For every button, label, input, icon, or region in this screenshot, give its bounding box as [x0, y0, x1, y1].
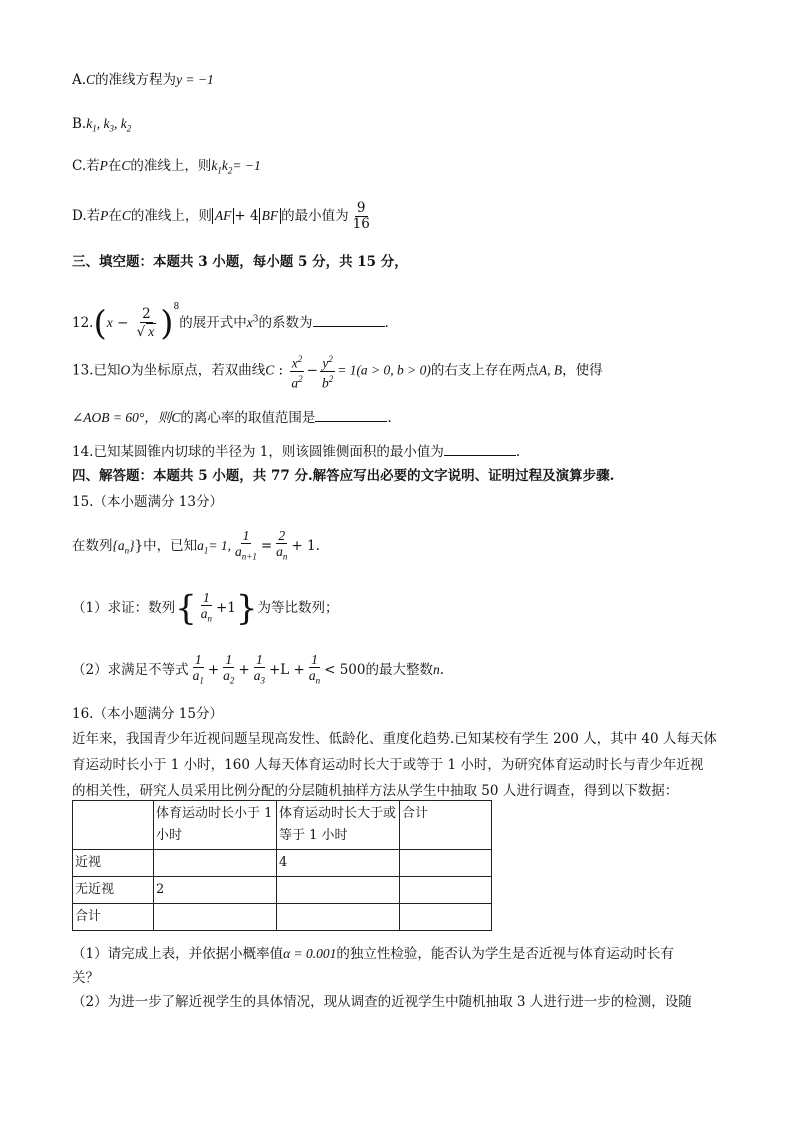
option-d-prefix: D.若	[72, 208, 101, 224]
table-cell[interactable]	[154, 904, 277, 931]
origin-o: O	[120, 362, 131, 378]
option-c-prefix: C.若	[72, 158, 100, 174]
answer-blank[interactable]	[444, 443, 516, 456]
table-cell[interactable]	[277, 877, 400, 904]
option-a	[72, 70, 214, 90]
table-header-row	[73, 801, 492, 850]
fraction-2-an: $\frac{2}{a_n}$	[276, 528, 288, 562]
section-4-heading: 四、解答题：本题共 5 小题，共 77 分.解答应写出必要的文字说明、证明过程及演算步骤.	[72, 468, 615, 484]
option-c-equation: = −1	[232, 158, 261, 173]
option-c-in: 在	[107, 158, 122, 174]
curve-c: C	[121, 158, 131, 173]
point-p: P	[99, 158, 108, 173]
option-c: C.若P在C的准线上，则$k_1k_2= -1$	[72, 158, 261, 176]
option-d: D.若P在C的准线上，则 AF + 4 BF 的最小值为 $\frac{9}{16}$	[72, 200, 370, 232]
left-paren: (	[93, 303, 107, 344]
table-cell[interactable]	[400, 850, 492, 877]
answer-blank[interactable]	[313, 314, 385, 327]
abs-af: AF	[212, 208, 235, 224]
table-row	[73, 877, 492, 904]
option-a-equation: y = −1	[176, 72, 214, 87]
minus-sign: −	[117, 315, 129, 331]
plus-four: + 4	[234, 208, 259, 224]
abs-bf: BF	[259, 208, 282, 224]
table-header-cell: 体育运动时长小于 1 小时	[154, 801, 277, 850]
option-a-text: 的准线方程为	[95, 72, 177, 88]
option-d-text: 的准线上，则	[130, 208, 212, 224]
fraction-9-16: $\frac{9}{16}$	[352, 200, 370, 232]
hyperbola-c: C	[265, 362, 275, 378]
option-b-prefix: B.	[72, 116, 87, 132]
q15-intro: 在数列$\{a_n\}$}中，已知$a_1= 1$, $\frac{1}{a_{n+1}}$ = $\frac{2}{a_n}$ + 1.	[72, 528, 320, 569]
fraction-x2-a2: $\frac{x^2}{a^2}$	[291, 354, 303, 390]
table-header-cell: 体育运动时长大于或等于 1 小时	[277, 801, 400, 850]
sequence-an: $\{a_n\}$	[112, 538, 135, 556]
option-b-slopes: $k_1$, $k_3$, $k_2$	[86, 116, 132, 134]
q16-paragraph: 近年来，我国青少年近视问题呈现高发性、低龄化、重度化趋势.已知某校有学生 200 人，其中 40 人每天体 育运动时长小于 1 小时，160 人每天体育运动时长大于或等于 1 小时，为研究体育运动时长与青少年近视 的相关性，研究人员采用比例分配的分层随机抽样方法从学生中抽取 50 人进行调查，得到以下数据：	[72, 731, 717, 799]
table-header-cell	[73, 801, 154, 850]
q15-part2: （2）求满足不等式 $\frac{1}{a_1}$ + $\frac{1}{a_2}$ + $\frac{1}{a_3}$ +L + $\frac{1}{a_n}$ < 500的最大整数n.	[72, 652, 445, 686]
question-13-line2: ∠AOB = 60°，则C的离心率的取值范围是 .	[72, 410, 392, 426]
q12-number: 12.	[72, 315, 94, 331]
table-cell: 近视	[73, 850, 154, 877]
option-c-text: 的准线上，则	[130, 158, 212, 174]
table-cell[interactable]	[400, 877, 492, 904]
option-b	[72, 114, 131, 139]
fraction-y2-b2: $\frac{y^2}{b^2}$	[321, 354, 334, 390]
q16-part2: （2）为进一步了解近视学生的具体情况，现从调查的近视学生中随机抽取 3 人进行进一步的检测，设随	[72, 994, 692, 1010]
q16-header: 16.（本小题满分 15分）	[72, 706, 223, 722]
fraction-1-an1: $\frac{1}{a_{n+1}}$	[235, 528, 257, 562]
section-3-heading: 三、填空题：本题共 3 小题，每小题 5 分，共 15 分，	[72, 254, 408, 270]
table-cell[interactable]	[277, 904, 400, 931]
question-14: 14.已知某圆锥内切球的半径为 1，则该圆锥侧面积的最小值为 .	[72, 444, 521, 460]
var-x: x	[106, 315, 113, 330]
table-header-cell: 合计	[400, 801, 492, 850]
curve-c: C	[86, 72, 96, 87]
points-ab: A, B	[538, 362, 563, 378]
q16-subquestions	[72, 942, 722, 1014]
q16-part1: （1）请完成上表，并依据小概率值α = 0.001的独立性检验，能否认为学生是否近视与体育运动时长有	[72, 946, 674, 962]
q12-text2: 的系数为	[258, 315, 313, 331]
q16-part1-end: 关？	[72, 970, 99, 986]
table-cell[interactable]: 2	[154, 877, 277, 904]
table-cell: 无近视	[73, 877, 154, 904]
table-row	[73, 904, 492, 931]
q12-fraction: $\frac{2}{√ x}$	[136, 306, 155, 340]
left-brace: {	[175, 588, 197, 629]
table-cell[interactable]	[154, 850, 277, 877]
table-cell: 合计	[73, 904, 154, 931]
table-cell[interactable]	[400, 904, 492, 931]
option-a-prefix: A.	[72, 72, 87, 88]
question-12: 12.(x − $\frac{2}{√ x}$ )$^8$的展开式中$x^3$的系数为 .	[72, 302, 389, 344]
hyperbola-condition: = 1(a > 0, b > 0)	[337, 362, 431, 378]
right-paren: )	[160, 303, 174, 344]
question-13: 13.已知O为坐标原点，若双曲线C : $\frac{x^2}{a^2}$ − $\frac{y^2}{b^2}$ = 1(a > 0, b > 0)的右支上存在两点A, B，使得	[72, 354, 603, 390]
right-brace: }	[235, 588, 258, 629]
q12-text: 的展开式中	[179, 315, 247, 331]
alpha-value: α = 0.001	[283, 946, 337, 961]
data-table	[72, 800, 492, 931]
answer-blank[interactable]	[315, 409, 387, 422]
angle-aob: ∠AOB = 60°，则	[72, 410, 172, 425]
table-cell[interactable]: 4	[277, 850, 400, 877]
table-row	[73, 850, 492, 877]
option-d-tail: 的最小值为	[281, 208, 349, 224]
q15-header: 15.（本小题满分 13分）	[72, 494, 223, 510]
q15-part1: （1）求证：数列{ $\frac{1}{a_n}$ +1}为等比数列；	[72, 588, 339, 629]
k-symbol: k	[86, 116, 93, 131]
exponent-8: 8	[173, 302, 180, 312]
